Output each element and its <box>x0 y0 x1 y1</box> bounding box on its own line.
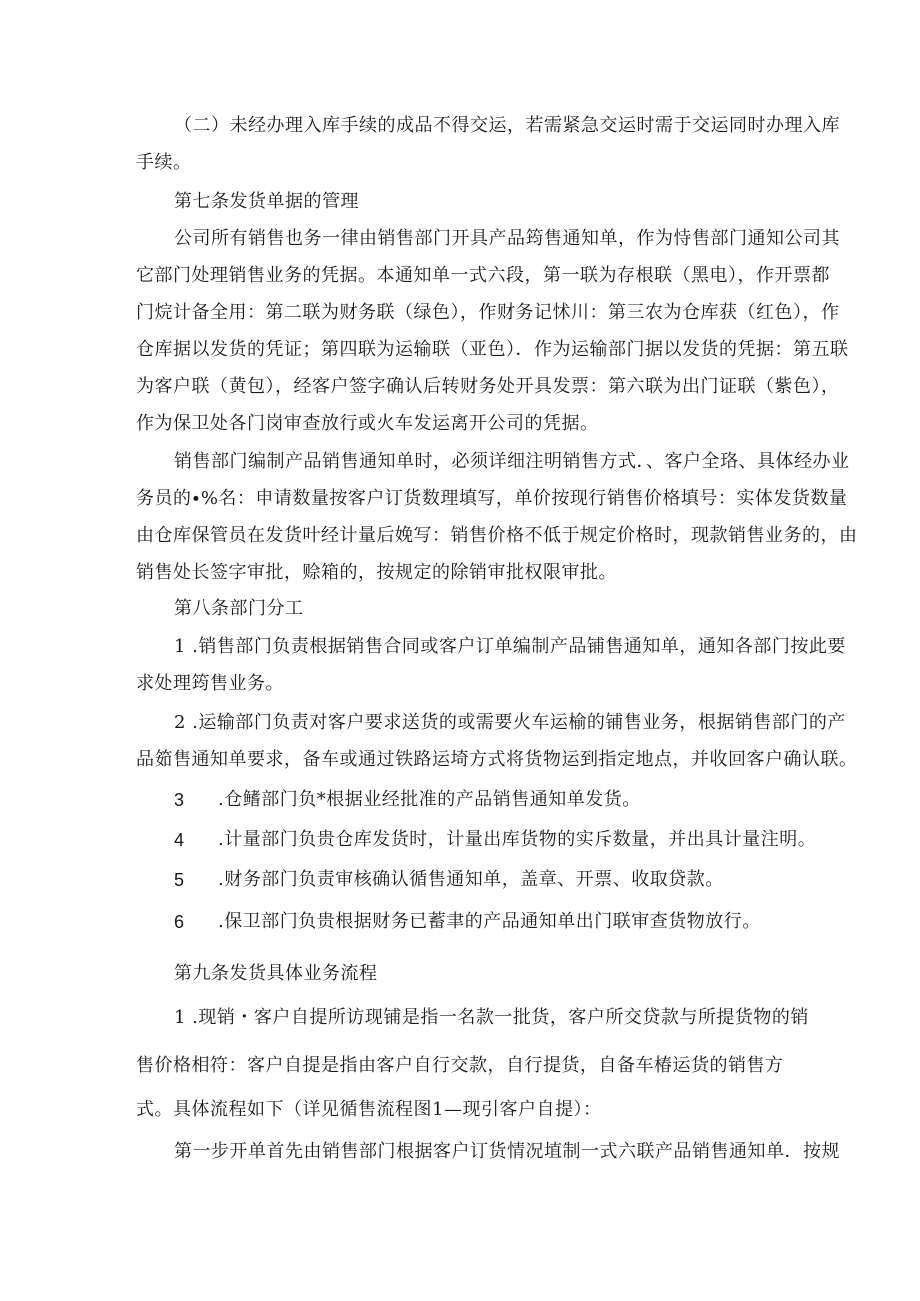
section-heading: 第九条发货具体业务流程 <box>174 963 378 984</box>
text-line: 品筎售通知单要求，备车或通过铁路运埼方式将货物运到指定地点，并收回客户确认联。 <box>136 749 858 770</box>
text-line: 由仓库保管员在发货叶经计量后娩写：销售价格不低于规定价格时，现款销售业务的，由 <box>136 525 858 546</box>
text-line: 销售处长签字审批，赊箱的，按规定的除销审批权限审批。 <box>136 562 617 583</box>
text-line: 销售部门编制产品销售通知单时，必须详细注明销售方式．、客户全珞、具体经办业 <box>174 451 850 472</box>
text-line: 第一步开单首先由销售部门根据客户订货情况埴制一式六联产品销售通知单．按规 <box>174 1141 840 1162</box>
text-line: 1 .现销・客户自提所访现铺是指一名款一批货，客户所交贷款与所提货物的销 <box>174 1007 809 1028</box>
text-line: 手续。 <box>136 152 192 173</box>
text-line: 公司所有销售也务一律由销售部门开具产品筠售通知单，作为恃售部门通知公司其 <box>174 228 840 249</box>
section-heading: 第七条发货单据的管理 <box>174 191 359 212</box>
text-line: .计量部门负贵仓库发货时，计量出库货物的实斥数量，并出具计量注明。 <box>218 829 817 850</box>
item-number: 4 <box>174 830 185 850</box>
text-line: 仓库据以发货的凭证；第四联为运输联（亚色）．作为运输部门据以发货的凭据：第五联 <box>136 339 849 360</box>
text-line: 式。具体流程如下（详见循售流程图1—现引客户自提）： <box>136 1099 602 1120</box>
item-number: 3 <box>174 790 185 810</box>
text-line: 售价格相符：客户自提是指由客户自行交款，自行提货，自备车椿运货的销售方 <box>136 1055 784 1076</box>
item-number: 6 <box>174 912 185 932</box>
text-line: .财务部门负责审核确认循售通知单，盖章、开票、收取贷款。 <box>218 869 724 890</box>
text-line: 务员的∙%名：申请数量按客户订货数理填写，单价按现行销售价格填号：实体发货数量 <box>136 488 848 509</box>
section-heading: 第八条部门分工 <box>174 598 304 619</box>
text-line: （二）未经办理入库手续的成品不得交运，若需紧急交运时需于交运同时办理入库 <box>174 115 840 136</box>
text-line: 2 .运输部门负责对客户要求送货的或需要火车运榆的铺售业务，根据销售部门的产 <box>174 712 846 733</box>
text-line: 求处理筠售业务。 <box>136 673 284 694</box>
text-line: .仓鳍部门负*根据业经批准的产品销售通知单发货。 <box>218 789 641 810</box>
item-number: 5 <box>174 870 185 890</box>
text-line: 门烷计备全用：第二联为财务联（绿色），作财务记怵川：第三农为仓库获（红色），作 <box>136 302 840 323</box>
text-line: 作为保卫处各门岗审查放行或火车发运离开公司的凭据。 <box>136 413 599 434</box>
text-line: .保卫部门负贵根据财务已蓄聿的产品通知单出门联审查货物放行。 <box>218 911 761 932</box>
text-line: 为客户联（黄包），经客户签字确认后转财务处开具发票：第六联为出门证联（紫色）， <box>136 376 840 397</box>
text-line: 它部门处理销售业务的凭据。本通知单一式六段，第一联为存根联（黑电），作开票都 <box>136 265 830 286</box>
text-line: 1 .销售部门负责根据销售合同或客户订单编制产品铺售通知单，通知各部门按此要 <box>174 636 846 657</box>
